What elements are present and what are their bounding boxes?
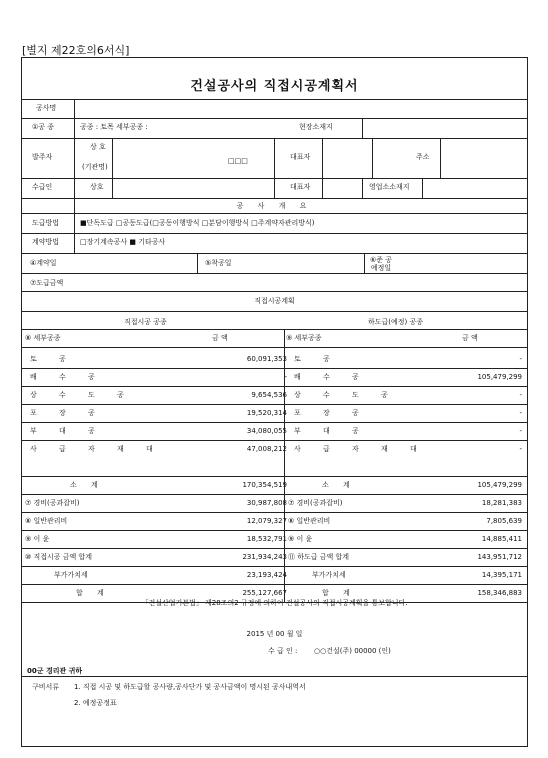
divider bbox=[22, 584, 527, 585]
divider bbox=[284, 329, 285, 602]
contractor-address-label: 영업소소재지 bbox=[369, 183, 410, 191]
sub-total-label: ⑪ 하도급 금액 합계 bbox=[288, 553, 350, 561]
subtotal-value: 170,354,519 bbox=[242, 481, 287, 489]
divider bbox=[22, 548, 527, 549]
divider bbox=[22, 198, 527, 199]
divider bbox=[362, 118, 363, 138]
admin-label: ⑧ 일반관리비 bbox=[25, 517, 68, 525]
method-value: ■단독도급 □공동도급(□공동이행방식 □분담이행방식 □주계약자관리방식) bbox=[80, 219, 315, 227]
divider bbox=[364, 253, 365, 273]
expense-label: ⑦ 경비(공과잡비) bbox=[25, 499, 80, 507]
sub-work-amount: - bbox=[519, 409, 522, 417]
orderer-ceo-label: 대표자 bbox=[290, 153, 311, 161]
overview-title: 공 사 개 요 bbox=[236, 202, 313, 210]
admin2-label: ⑧ 일반관리비 bbox=[288, 517, 331, 525]
sub-work-item: 포 장 공 bbox=[294, 409, 369, 417]
divider bbox=[322, 138, 323, 178]
sub-work-amount: - bbox=[519, 355, 522, 363]
type-label: ①공 종 bbox=[32, 123, 55, 131]
direct-work-item: 배 수 공 bbox=[30, 373, 105, 381]
divider bbox=[422, 178, 423, 198]
sub-work-item: 부 대 공 bbox=[294, 427, 369, 435]
expense2-value: 18,281,383 bbox=[481, 499, 522, 507]
divider bbox=[22, 512, 527, 513]
divider bbox=[22, 494, 527, 495]
project-name-label: 공사명 bbox=[36, 104, 57, 112]
divider bbox=[22, 291, 527, 292]
completion-date-label: ⑥준 공 예정일 bbox=[370, 256, 393, 273]
vat-value: 23,193,424 bbox=[246, 571, 287, 579]
contract-date-label: ④계약일 bbox=[30, 259, 57, 267]
sub-work-amount: 105,479,299 bbox=[477, 373, 522, 381]
grand-total-value: 255,127,667 bbox=[242, 589, 287, 597]
direct-work-item: 포 장 공 bbox=[30, 409, 105, 417]
direct-work-amount: 47,008,212 bbox=[246, 445, 287, 453]
addressee: 00군 경리관 귀하 bbox=[27, 667, 83, 675]
grand-total2-label: 합 계 bbox=[322, 589, 356, 597]
signer-value: ○○건설(주) 00000 (인) bbox=[314, 647, 391, 655]
grand-total2-value: 158,346,883 bbox=[477, 589, 522, 597]
expense2-label: ⑦ 경비(공과잡비) bbox=[288, 499, 343, 507]
divider bbox=[362, 178, 363, 198]
signer-label: 수 급 인 : bbox=[268, 647, 298, 655]
method-label: 도급방법 bbox=[32, 219, 60, 227]
divider bbox=[22, 368, 527, 369]
col-work: ⑧ 세부공종 bbox=[25, 334, 61, 342]
vat2-label: 부가가치세 bbox=[312, 571, 346, 579]
admin2-value: 7,805,639 bbox=[486, 517, 522, 525]
profit2-label: ⑨ 이 윤 bbox=[288, 535, 313, 543]
contract-method-value: □장기계속공사 ■ 기타공사 bbox=[80, 238, 166, 246]
grand-total-label: 합 계 bbox=[76, 589, 110, 597]
expense-value: 30,987,808 bbox=[246, 499, 287, 507]
col-work2: ⑨ 세부공종 bbox=[286, 334, 322, 342]
sub-work-amount: - bbox=[519, 391, 522, 399]
contract-amount-label: ⑦도급금액 bbox=[30, 279, 64, 287]
direct-total-value: 231,934,243 bbox=[242, 553, 287, 561]
divider bbox=[22, 422, 527, 423]
direct-work-amount: 34,080,055 bbox=[246, 427, 287, 435]
divider bbox=[372, 138, 373, 178]
direct-work-item: 사 급 자 재 대 bbox=[30, 445, 163, 453]
attachment-2: 2. 예정공정표 bbox=[74, 699, 117, 707]
orderer-code: □□□ bbox=[228, 157, 248, 165]
direct-work-amount: 9,654,536 bbox=[251, 391, 287, 399]
attachments-label: 구비서류 bbox=[32, 683, 60, 691]
divider bbox=[322, 178, 323, 198]
form-title: 건설공사의 직접시공계획서 bbox=[190, 79, 359, 94]
divider bbox=[22, 99, 527, 100]
divider bbox=[22, 676, 527, 677]
sub-work-item: 사 급 자 재 대 bbox=[294, 445, 427, 453]
divider bbox=[22, 404, 527, 405]
direct-total-label: ⑩ 직접시공 금액 합계 bbox=[25, 553, 93, 561]
direct-header: 직접시공 공종 bbox=[124, 318, 167, 326]
divider bbox=[22, 253, 527, 254]
direct-work-amount: 60,091,353 bbox=[246, 355, 287, 363]
vat2-value: 14,395,171 bbox=[481, 571, 522, 579]
form-frame bbox=[21, 57, 528, 747]
subtotal2-value: 105,479,299 bbox=[477, 481, 522, 489]
statement-text: 「건설산업기본법」 제28조의2 규정에 의하여 건설공사의 직접시공계획을 통보합니다. bbox=[141, 599, 408, 607]
date-text: 2015 년 00 월 일 bbox=[246, 630, 303, 638]
site-label: 현장소재지 bbox=[299, 123, 333, 131]
direct-work-amount: 19,520,314 bbox=[246, 409, 287, 417]
form-number-label: [별지 제22호의6서식] bbox=[22, 44, 130, 57]
divider bbox=[112, 138, 113, 178]
orderer-label: 발주자 bbox=[32, 153, 53, 161]
divider bbox=[22, 233, 527, 234]
contractor-trade-label: 상호 bbox=[90, 183, 104, 191]
orderer-address-label: 주소 bbox=[416, 153, 430, 161]
profit2-value: 14,885,411 bbox=[481, 535, 522, 543]
sub-work-amount: - bbox=[519, 427, 522, 435]
sub-total-value: 143,951,712 bbox=[477, 553, 522, 561]
divider bbox=[22, 311, 527, 312]
sub-header: 하도급(예정) 공종 bbox=[368, 318, 424, 326]
divider bbox=[22, 476, 527, 477]
divider bbox=[22, 273, 527, 274]
type-value: 공종 : 토목 세부공종 : bbox=[80, 123, 148, 131]
col-amount2: 금 액 bbox=[462, 334, 478, 342]
col-amount: 금 액 bbox=[212, 334, 228, 342]
divider bbox=[22, 530, 527, 531]
divider bbox=[197, 253, 198, 273]
divider bbox=[22, 440, 527, 441]
divider bbox=[22, 566, 527, 567]
divider bbox=[74, 99, 75, 253]
vat-label: 부가가치세 bbox=[54, 571, 88, 579]
direct-work-item: 상 수 도 공 bbox=[30, 391, 134, 399]
divider bbox=[274, 178, 275, 198]
direct-work-item: 부 대 공 bbox=[30, 427, 105, 435]
sub-work-amount: - bbox=[519, 445, 522, 453]
profit-value: 18,532,791 bbox=[246, 535, 287, 543]
contract-method-label: 계약방법 bbox=[32, 238, 60, 246]
subtotal2-label: 소 계 bbox=[322, 481, 356, 489]
attachment-1: 1. 직접 시공 및 하도급할 공사량,공사단가 및 공사금액이 명시된 공사내역서 bbox=[74, 683, 306, 691]
direct-work-item: 토 공 bbox=[30, 355, 76, 363]
divider bbox=[22, 347, 527, 348]
profit-label: ⑨ 이 윤 bbox=[25, 535, 50, 543]
start-date-label: ⑤착공일 bbox=[205, 259, 232, 267]
contractor-label: 수급인 bbox=[32, 183, 53, 191]
admin-value: 12,079,327 bbox=[246, 517, 287, 525]
subtotal-label: 소 계 bbox=[70, 481, 104, 489]
divider bbox=[274, 138, 275, 178]
divider bbox=[22, 118, 527, 119]
sub-work-item: 배 수 공 bbox=[294, 373, 369, 381]
sub-work-item: 상 수 도 공 bbox=[294, 391, 398, 399]
divider bbox=[440, 138, 441, 178]
contractor-ceo-label: 대표자 bbox=[290, 183, 311, 191]
orderer-trade-label: 상 호 bbox=[90, 143, 106, 151]
sub-work-item: 토 공 bbox=[294, 355, 340, 363]
divider bbox=[112, 178, 113, 198]
direct-work-amount: - bbox=[284, 373, 287, 381]
divider bbox=[22, 386, 527, 387]
orderer-agency-label: (기관명) bbox=[82, 163, 108, 171]
divider bbox=[22, 213, 527, 214]
plan-title: 직접시공계획 bbox=[254, 297, 295, 305]
divider bbox=[22, 329, 527, 330]
